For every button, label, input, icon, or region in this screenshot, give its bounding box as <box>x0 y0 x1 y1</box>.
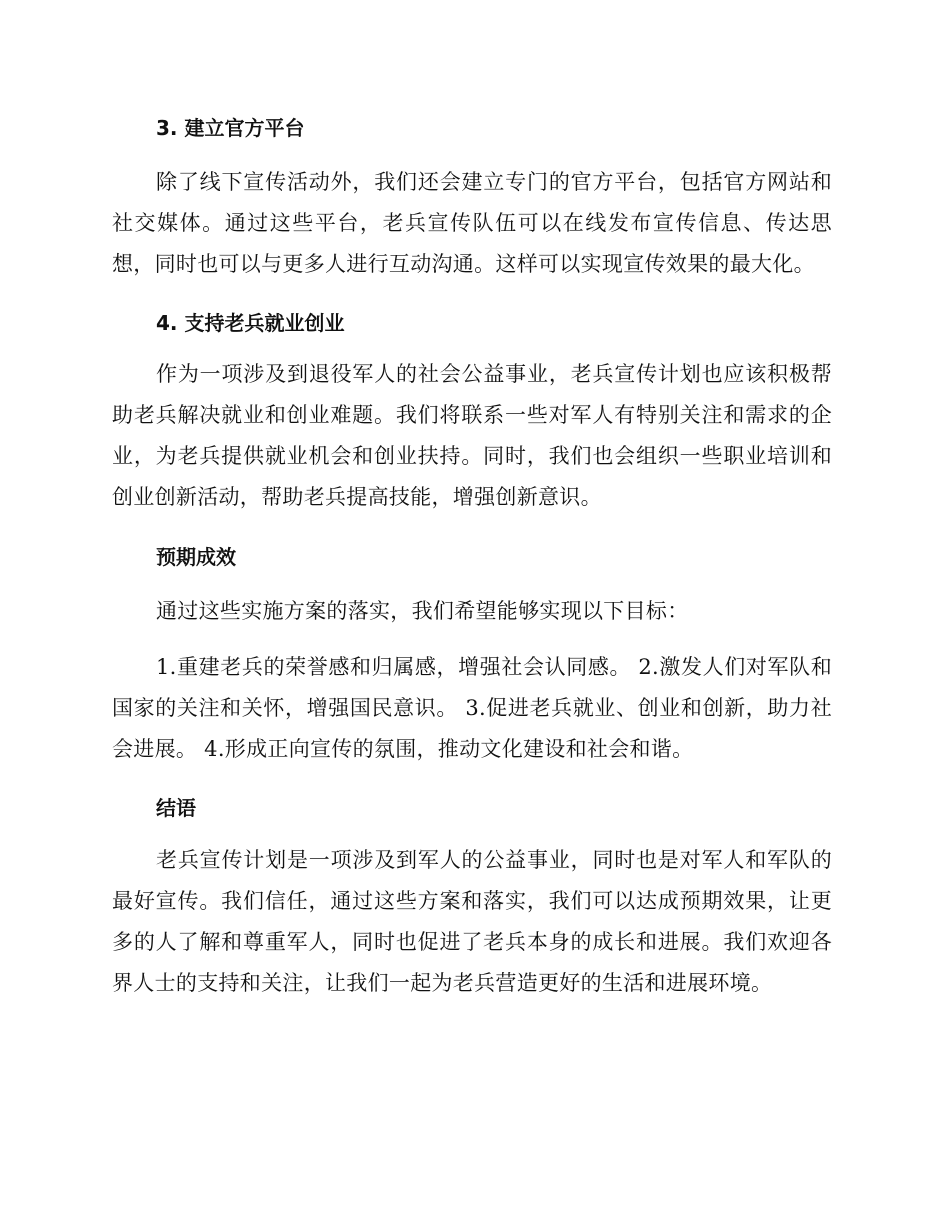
section-heading-expected-results: 预期成效 <box>156 545 236 569</box>
paragraph-conclusion: 老兵宣传计划是一项涉及到军人的公益事业，同时也是对军人和军队的最好宣传。我们信任，通过这些方案和落实，我们可以达成预期效果，让更多的人了解和尊重军人，同时也促进了老兵本身的成长和进展。我们欢迎各界人士的支持和关注，让我们一起为老兵营造更好的生活和进展环境。 <box>112 848 832 995</box>
paragraph-expected-results-goals: 1.重建老兵的荣誉感和归属感，增强社会认同感。 2.激发人们对军队和国家的关注和关怀，增强国民意识。 3.促进老兵就业、创业和创新，助力社会进展。 4.形成正向宣传的氛围，推动文化建设和社会和谐。 <box>112 655 832 761</box>
section-heading-official-platform: 3. 建立官方平台 <box>156 116 305 140</box>
paragraph-official-platform: 除了线下宣传活动外，我们还会建立专门的官方平台，包括官方网站和社交媒体。通过这些平台，老兵宣传队伍可以在线发布宣传信息、传达思想，同时也可以与更多人进行互动沟通。这样可以实现宣传效果的最大化。 <box>112 170 832 276</box>
paragraph-expected-results-intro: 通过这些实施方案的落实，我们希望能够实现以下目标： <box>156 599 689 623</box>
section-heading-conclusion: 结语 <box>156 796 196 820</box>
section-heading-employment-support: 4. 支持老兵就业创业 <box>156 311 345 335</box>
paragraph-employment-support: 作为一项涉及到退役军人的社会公益事业，老兵宣传计划也应该积极帮助老兵解决就业和创业难题。我们将联系一些对军人有特别关注和需求的企业，为老兵提供就业机会和创业扶持。同时，我们也会组织一些职业培训和创业创新活动，帮助老兵提高技能，增强创新意识。 <box>112 362 832 509</box>
